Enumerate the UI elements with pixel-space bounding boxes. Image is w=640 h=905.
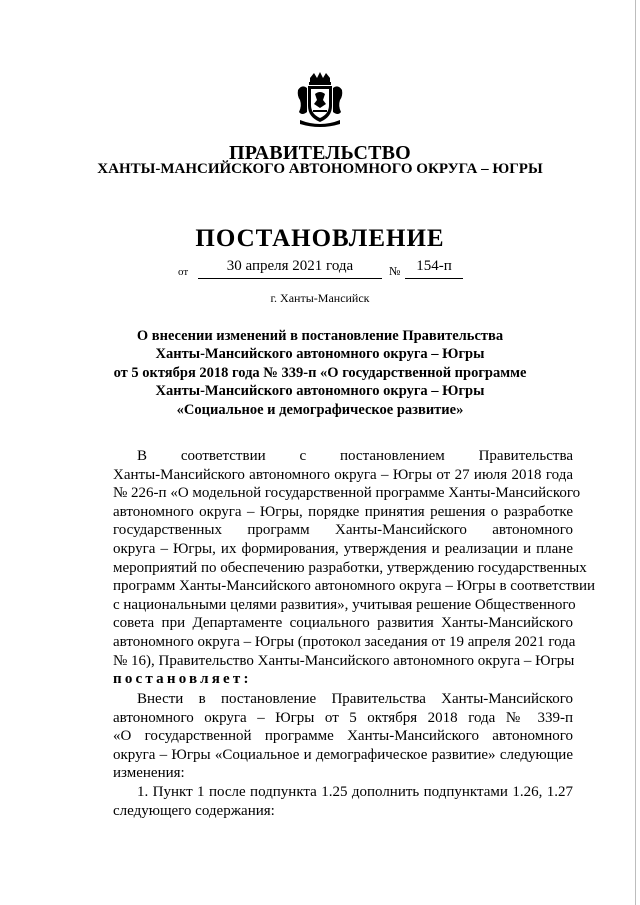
region-title: ХАНТЫ-МАНСИЙСКОГО АВТОНОМНОГО ОКРУГА – ЮГРЫ: [97, 161, 543, 177]
document-title: [80, 327, 560, 419]
text-line: 1. Пункт 1 после подпункта 1.25 дополнить подпунктами 1.26, 1.27: [137, 783, 573, 800]
document-number: 154-п: [416, 258, 452, 274]
text-line: автономного округа – Югры, порядке принятия решения о разработке: [113, 503, 573, 520]
title-line: Ханты-Мансийского автономного округа – Югры: [155, 346, 485, 363]
government-title: ПРАВИТЕЛЬСТВО: [229, 142, 411, 164]
text-line: В соответствии с постановлением Правительства: [137, 448, 573, 464]
text-line: мероприятий по обеспечению разработки, утверждению государственных: [113, 559, 587, 576]
document-type: ПОСТАНОВЛЕНИЕ: [195, 225, 445, 252]
text-line: Ханты-Мансийского автономного округа – Югры от 27 июля 2018 года: [113, 466, 573, 483]
title-line: «Социальное и демографическое развитие»: [176, 401, 464, 418]
text-line: программ Ханты-Мансийского автономного округа – Югры в соответствии: [113, 578, 596, 595]
title-line: от 5 октября 2018 года № 339-п «О государственной программе: [113, 364, 527, 381]
title-line: О внесении изменений в постановление Правительства: [136, 328, 504, 344]
text-line: округа – Югры, их формирования, утверждения и реализации и плане: [113, 540, 573, 557]
document-date: 30 апреля 2021 года: [226, 258, 354, 274]
preamble-paragraph: [113, 447, 596, 689]
text-line: № 16), Правительство Ханты-Мансийского автономного округа – Югры: [113, 652, 575, 669]
text-line: округа – Югры «Социальное и демографическое развитие» следующие: [113, 746, 573, 763]
resolves-word: постановляет:: [113, 671, 252, 688]
city-name: г. Ханты-Мансийск: [270, 291, 370, 305]
number-underline: [405, 278, 463, 279]
number-prefix: №: [389, 264, 401, 278]
text-line: изменения:: [113, 765, 185, 782]
title-line: Ханты-Мансийского автономного округа – Югры: [155, 383, 485, 400]
text-line: автономного округа – Югры (протокол заседания от 19 апреля 2021 года: [113, 633, 576, 650]
page-edge: [635, 0, 636, 905]
text-line: «О государственной программе Ханты-Мансийского автономного: [113, 728, 573, 745]
date-prefix: от: [178, 266, 189, 278]
text-line: следующего содержания:: [113, 802, 275, 819]
coat-of-arms-icon: [296, 72, 344, 128]
text-line: автономного округа – Югры от 5 октября 2018 года № 339-п: [113, 709, 573, 726]
text-line: Внести в постановление Правительства Ханты-Мансийского: [137, 691, 573, 707]
text-line: № 226-п «О модельной государственной программе Ханты-Мансийского: [113, 485, 581, 502]
text-line: с национальными целями развития», учитывая решение Общественного: [113, 596, 576, 613]
date-underline: [198, 278, 382, 279]
amendment-paragraph: [113, 690, 573, 820]
text-line: государственных программ Ханты-Мансийского автономного: [113, 522, 573, 539]
text-line: совета при Департаменте социального развития Ханты-Мансийского: [113, 615, 573, 632]
